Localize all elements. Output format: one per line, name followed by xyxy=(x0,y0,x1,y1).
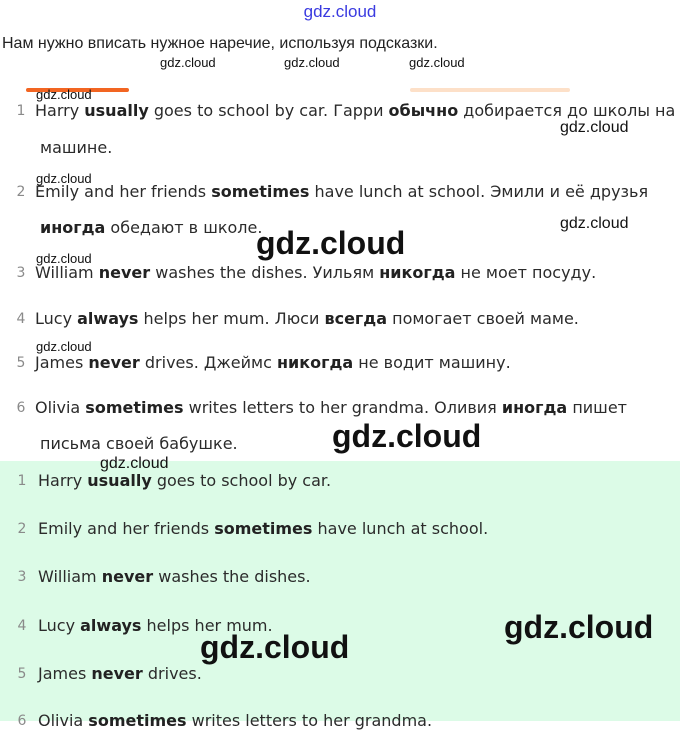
item-number: 2 xyxy=(16,184,26,200)
item-text: машине. xyxy=(40,138,113,157)
watermark: gdz.cloud xyxy=(160,55,216,70)
item-text: William never washes the dishes. xyxy=(38,567,311,586)
watermark-large: gdz.cloud xyxy=(332,418,482,454)
item-number: 1 xyxy=(16,103,26,119)
item-number: 6 xyxy=(17,713,27,729)
item-text: Lucy always helps her mum. xyxy=(38,616,273,635)
item-number: 1 xyxy=(17,473,27,489)
item-text: Olivia sometimes writes letters to her grandma. xyxy=(38,711,433,730)
watermark: gdz.cloud xyxy=(284,55,340,70)
watermark-large: gdz.cloud xyxy=(256,225,406,261)
watermark: gdz.cloud xyxy=(36,339,92,354)
watermark: gdz.cloud xyxy=(36,87,92,102)
item-number: 4 xyxy=(17,618,27,634)
item-text: James never drives. xyxy=(38,664,202,683)
watermark: gdz.cloud xyxy=(409,55,465,70)
item-text: Emily and her friends sometimes have lunch at school. xyxy=(38,519,489,538)
watermark-large: gdz.cloud xyxy=(504,609,654,645)
watermark: gdz.cloud xyxy=(560,119,629,136)
item-text: Harry usually goes to school by car. Гарри обычно добирается до школы на xyxy=(35,101,676,120)
item-number: 4 xyxy=(16,311,26,327)
watermark-top: gdz.cloud xyxy=(303,2,377,21)
watermark: gdz.cloud xyxy=(36,171,92,186)
item-number: 5 xyxy=(16,355,26,371)
item-text: James never drives. Джеймс никогда не водит машину. xyxy=(35,353,511,372)
answers-panel xyxy=(0,461,680,730)
item-text: William never washes the dishes. Уильям никогда не моет посуду. xyxy=(35,263,597,282)
item-number: 2 xyxy=(17,521,27,537)
tab-indicator xyxy=(410,88,570,92)
watermark: gdz.cloud xyxy=(36,251,92,266)
item-number: 6 xyxy=(16,400,26,416)
instruction-text: Нам нужно вписать нужное наречие, используя подсказки. xyxy=(2,35,438,52)
watermark: gdz.cloud xyxy=(560,215,629,232)
item-text: Harry usually goes to school by car. xyxy=(38,471,332,490)
item-number: 3 xyxy=(16,265,26,281)
watermark: gdz.cloud xyxy=(100,455,169,472)
item-text: письма своей бабушке. xyxy=(40,434,238,453)
item-number: 3 xyxy=(17,569,27,585)
watermark-large: gdz.cloud xyxy=(200,629,350,665)
item-text: Emily and her friends sometimes have lunch at school. Эмили и её друзья xyxy=(35,182,649,201)
item-text: Olivia sometimes writes letters to her grandma. Оливия иногда пишет xyxy=(35,398,627,417)
item-text: иногда обедают в школе. xyxy=(40,218,263,237)
item-number: 5 xyxy=(17,666,27,682)
item-text: Lucy always helps her mum. Люси всегда помогает своей маме. xyxy=(35,309,579,328)
